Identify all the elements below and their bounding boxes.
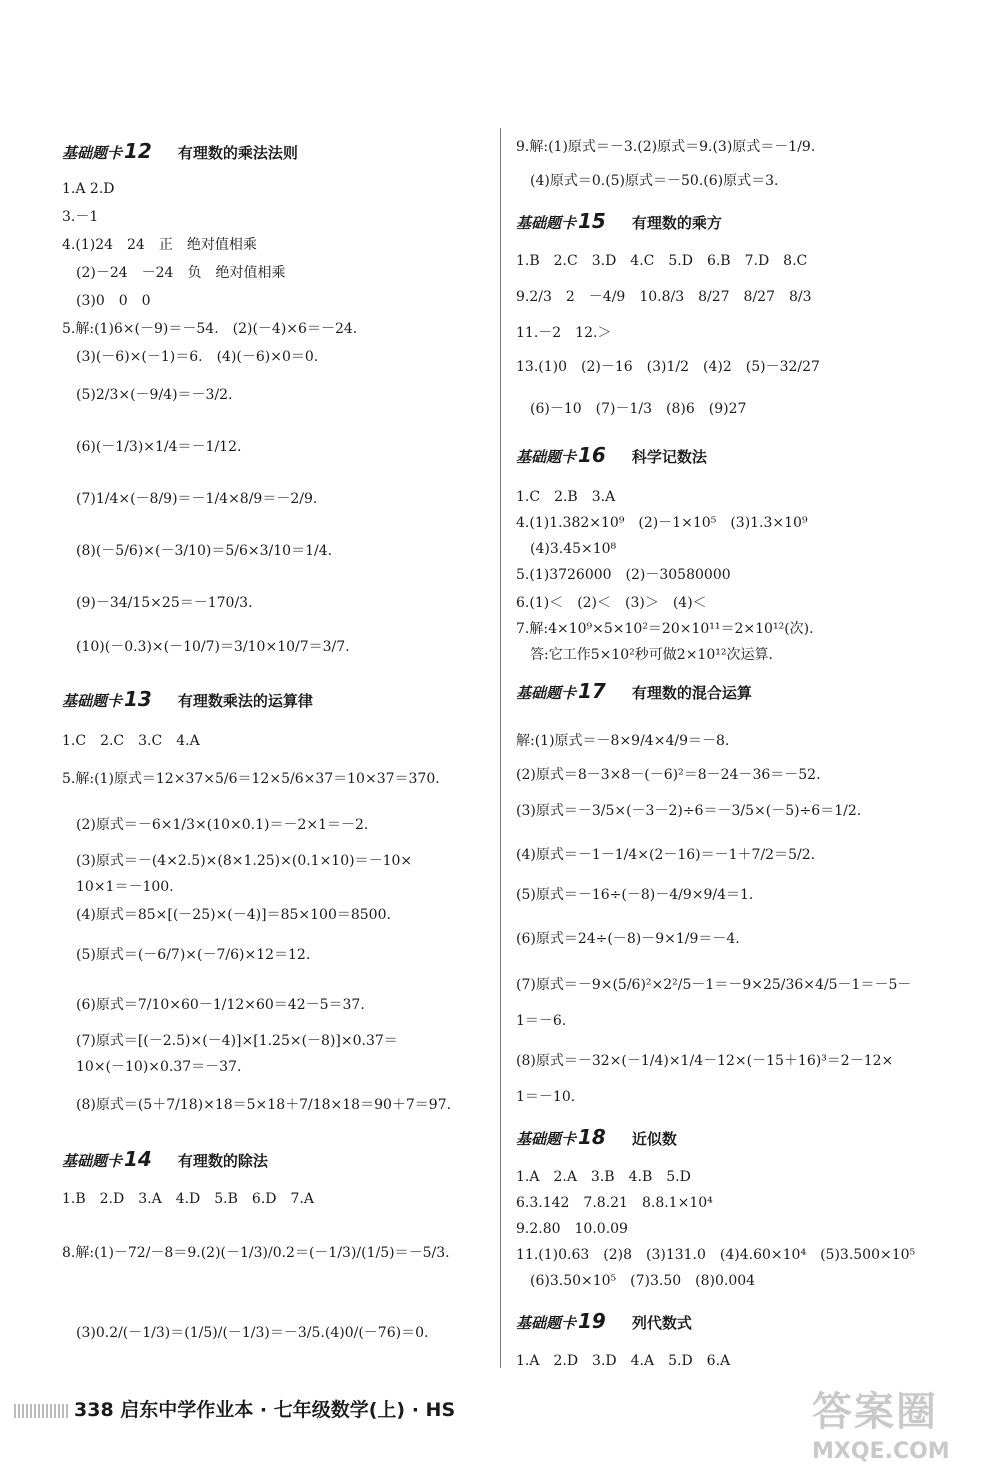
c13-line: (5)原式＝(－6/7)×(－7/6)×12＝12.	[62, 947, 311, 963]
watermark-url: MXQE.COM	[812, 1439, 950, 1464]
c12-line: (7)1/4×(－8/9)＝－1/4×8/9＝－2/9.	[62, 491, 318, 507]
c12-line: (6)(－1/3)×1/4＝－1/12.	[62, 439, 242, 455]
c17-line: (4)原式＝－1－1/4×(2－16)＝－1＋7/2＝5/2.	[516, 847, 816, 863]
c17-line: (5)原式＝－16÷(－8)－4/9×9/4＝1.	[516, 887, 754, 903]
top-line: 9.解:(1)原式＝－3.(2)原式＝9.(3)原式＝－1/9.	[516, 139, 816, 155]
c13-line: (4)原式＝85×[(－25)×(－4)]＝85×100＝8500.	[62, 907, 391, 923]
card-18-heading: 基础题卡 18 近似数	[516, 1125, 677, 1149]
c13-line: (2)原式＝－6×1/3×(10×0.1)＝－2×1＝－2.	[62, 817, 369, 833]
c17-line: (6)原式＝24÷(－8)－9×1/9＝－4.	[516, 931, 740, 947]
c12-line: 1.A 2.D	[62, 181, 115, 197]
c12-line: 3.－1	[62, 209, 99, 225]
c17-line: (7)原式＝－9×(5/6)²×2²/5－1＝－9×25/36×4/5－1＝－5－	[516, 977, 912, 993]
c13-line: (8)原式＝(5＋7/18)×18＝5×18＋7/18×18＝90＋7＝97.	[62, 1097, 452, 1113]
footer-dots-decoration	[14, 1404, 70, 1418]
c18-line: (6)3.50×10⁵ (7)3.50 (8)0.004	[516, 1273, 756, 1289]
c17-line: 1＝－10.	[516, 1089, 576, 1105]
c14-line: 1.B 2.D 3.A 4.D 5.B 6.D 7.A	[62, 1191, 314, 1207]
c18-line: 11.(1)0.63 (2)8 (3)131.0 (4)4.60×10⁴ (5)3.500×10⁵	[516, 1247, 916, 1263]
c13-line: 5.解:(1)原式＝12×37×5/6＝12×5/6×37＝10×37＝370.	[62, 771, 440, 787]
c12-line: 4.(1)24 24 正 绝对值相乘	[62, 237, 257, 253]
c16-line: (4)3.45×10⁸	[516, 541, 617, 557]
page-footer	[14, 1395, 455, 1422]
c14-line: (3)0.2/(－1/3)＝(1/5)/(－1/3)＝－3/5.(4)0/(－76)＝0.	[62, 1325, 429, 1341]
c19-line: 1.A 2.D 3.D 4.A 5.D 6.A	[516, 1353, 731, 1369]
card-14-heading: 基础题卡 14 有理数的除法	[62, 1147, 268, 1171]
card-16-heading: 基础题卡 16 科学记数法	[516, 443, 707, 467]
c15-line: 11.－2 12.＞	[516, 325, 612, 341]
c12-line: (9)－34/15×25＝－170/3.	[62, 595, 253, 611]
c18-line: 1.A 2.A 3.B 4.B 5.D	[516, 1169, 691, 1185]
c12-line: (10)(－0.3)×(－10/7)＝3/10×10/7＝3/7.	[62, 639, 350, 655]
c13-line: 10×(－10)×0.37＝－37.	[62, 1059, 242, 1075]
c12-line: (3)(－6)×(－1)＝6. (4)(－6)×0＝0.	[62, 349, 319, 365]
c16-line: 6.(1)＜ (2)＜ (3)＞ (4)＜	[516, 595, 707, 611]
c17-line: (8)原式＝－32×(－1/4)×1/4－12×(－15＋16)³＝2－12×	[516, 1053, 894, 1069]
c14-line: 8.解:(1)－72/－8＝9.(2)(－1/3)/0.2＝(－1/3)/(1/5)＝－5/3.	[62, 1245, 450, 1261]
c12-line: (8)(－5/6)×(－3/10)＝5/6×3/10＝1/4.	[62, 543, 333, 559]
c16-line: 7.解:4×10⁹×5×10²＝20×10¹¹＝2×10¹²(次).	[516, 621, 814, 637]
c13-line: (3)原式＝－(4×2.5)×(8×1.25)×(0.1×10)＝－10×	[62, 853, 413, 869]
c12-line: (3)0 0 0	[62, 293, 151, 309]
card-13-heading: 基础题卡 13 有理数乘法的运算律	[62, 687, 313, 711]
card-17-heading: 基础题卡 17 有理数的混合运算	[516, 679, 752, 703]
c13-line: 10×1＝－100.	[62, 879, 174, 895]
watermark-logo: 答案圈	[812, 1389, 938, 1435]
c17-line: 解:(1)原式＝－8×9/4×4/9＝－8.	[516, 733, 730, 749]
c12-line: (5)2/3×(－9/4)＝－3/2.	[62, 387, 233, 403]
c15-line: (6)－10 (7)－1/3 (8)6 (9)27	[516, 401, 747, 417]
card-15-heading: 基础题卡 15 有理数的乘方	[516, 209, 722, 233]
c16-line: 4.(1)1.382×10⁹ (2)－1×10⁵ (3)1.3×10⁹	[516, 515, 808, 531]
c17-line: (3)原式＝－3/5×(－3－2)÷6＝－3/5×(－5)÷6＝1/2.	[516, 803, 862, 819]
card-19-heading: 基础题卡 19 列代数式	[516, 1309, 692, 1333]
c13-line: 1.C 2.C 3.C 4.A	[62, 733, 200, 749]
c18-line: 6.3.142 7.8.21 8.8.1×10⁴	[516, 1195, 713, 1211]
c12-line: 5.解:(1)6×(－9)＝－54. (2)(－4)×6＝－24.	[62, 321, 358, 337]
watermark	[812, 1380, 992, 1470]
c17-line: (2)原式＝8－3×8－(－6)²＝8－24－36＝－52.	[516, 767, 821, 783]
c15-line: 13.(1)0 (2)－16 (3)1/2 (4)2 (5)－32/27	[516, 359, 820, 375]
top-line: (4)原式＝0.(5)原式＝－50.(6)原式＝3.	[516, 173, 779, 189]
page-number: 338	[74, 1399, 114, 1421]
c15-line: 9.2/3 2 －4/9 10.8/3 8/27 8/27 8/3	[516, 289, 812, 305]
c15-line: 1.B 2.C 3.D 4.C 5.D 6.B 7.D 8.C	[516, 253, 808, 269]
column-divider	[500, 128, 501, 1368]
c16-line: 答:它工作5×10²秒可做2×10¹²次运算.	[516, 647, 773, 663]
c16-line: 1.C 2.B 3.A	[516, 489, 616, 505]
c18-line: 9.2.80 10.0.09	[516, 1221, 628, 1237]
book-title: 启东中学作业本 · 七年级数学(上) · HS	[120, 1399, 456, 1421]
c13-line: (6)原式＝7/10×60－1/12×60＝42－5＝37.	[62, 997, 365, 1013]
c12-line: (2)－24 －24 负 绝对值相乘	[62, 265, 286, 281]
card-12-heading: 基础题卡 12 有理数的乘法法则	[62, 139, 298, 163]
c17-line: 1＝－6.	[516, 1013, 567, 1029]
c13-line: (7)原式＝[(－2.5)×(－4)]×[1.25×(－8)]×0.37＝	[62, 1033, 398, 1049]
c16-line: 5.(1)3726000 (2)－30580000	[516, 567, 731, 583]
